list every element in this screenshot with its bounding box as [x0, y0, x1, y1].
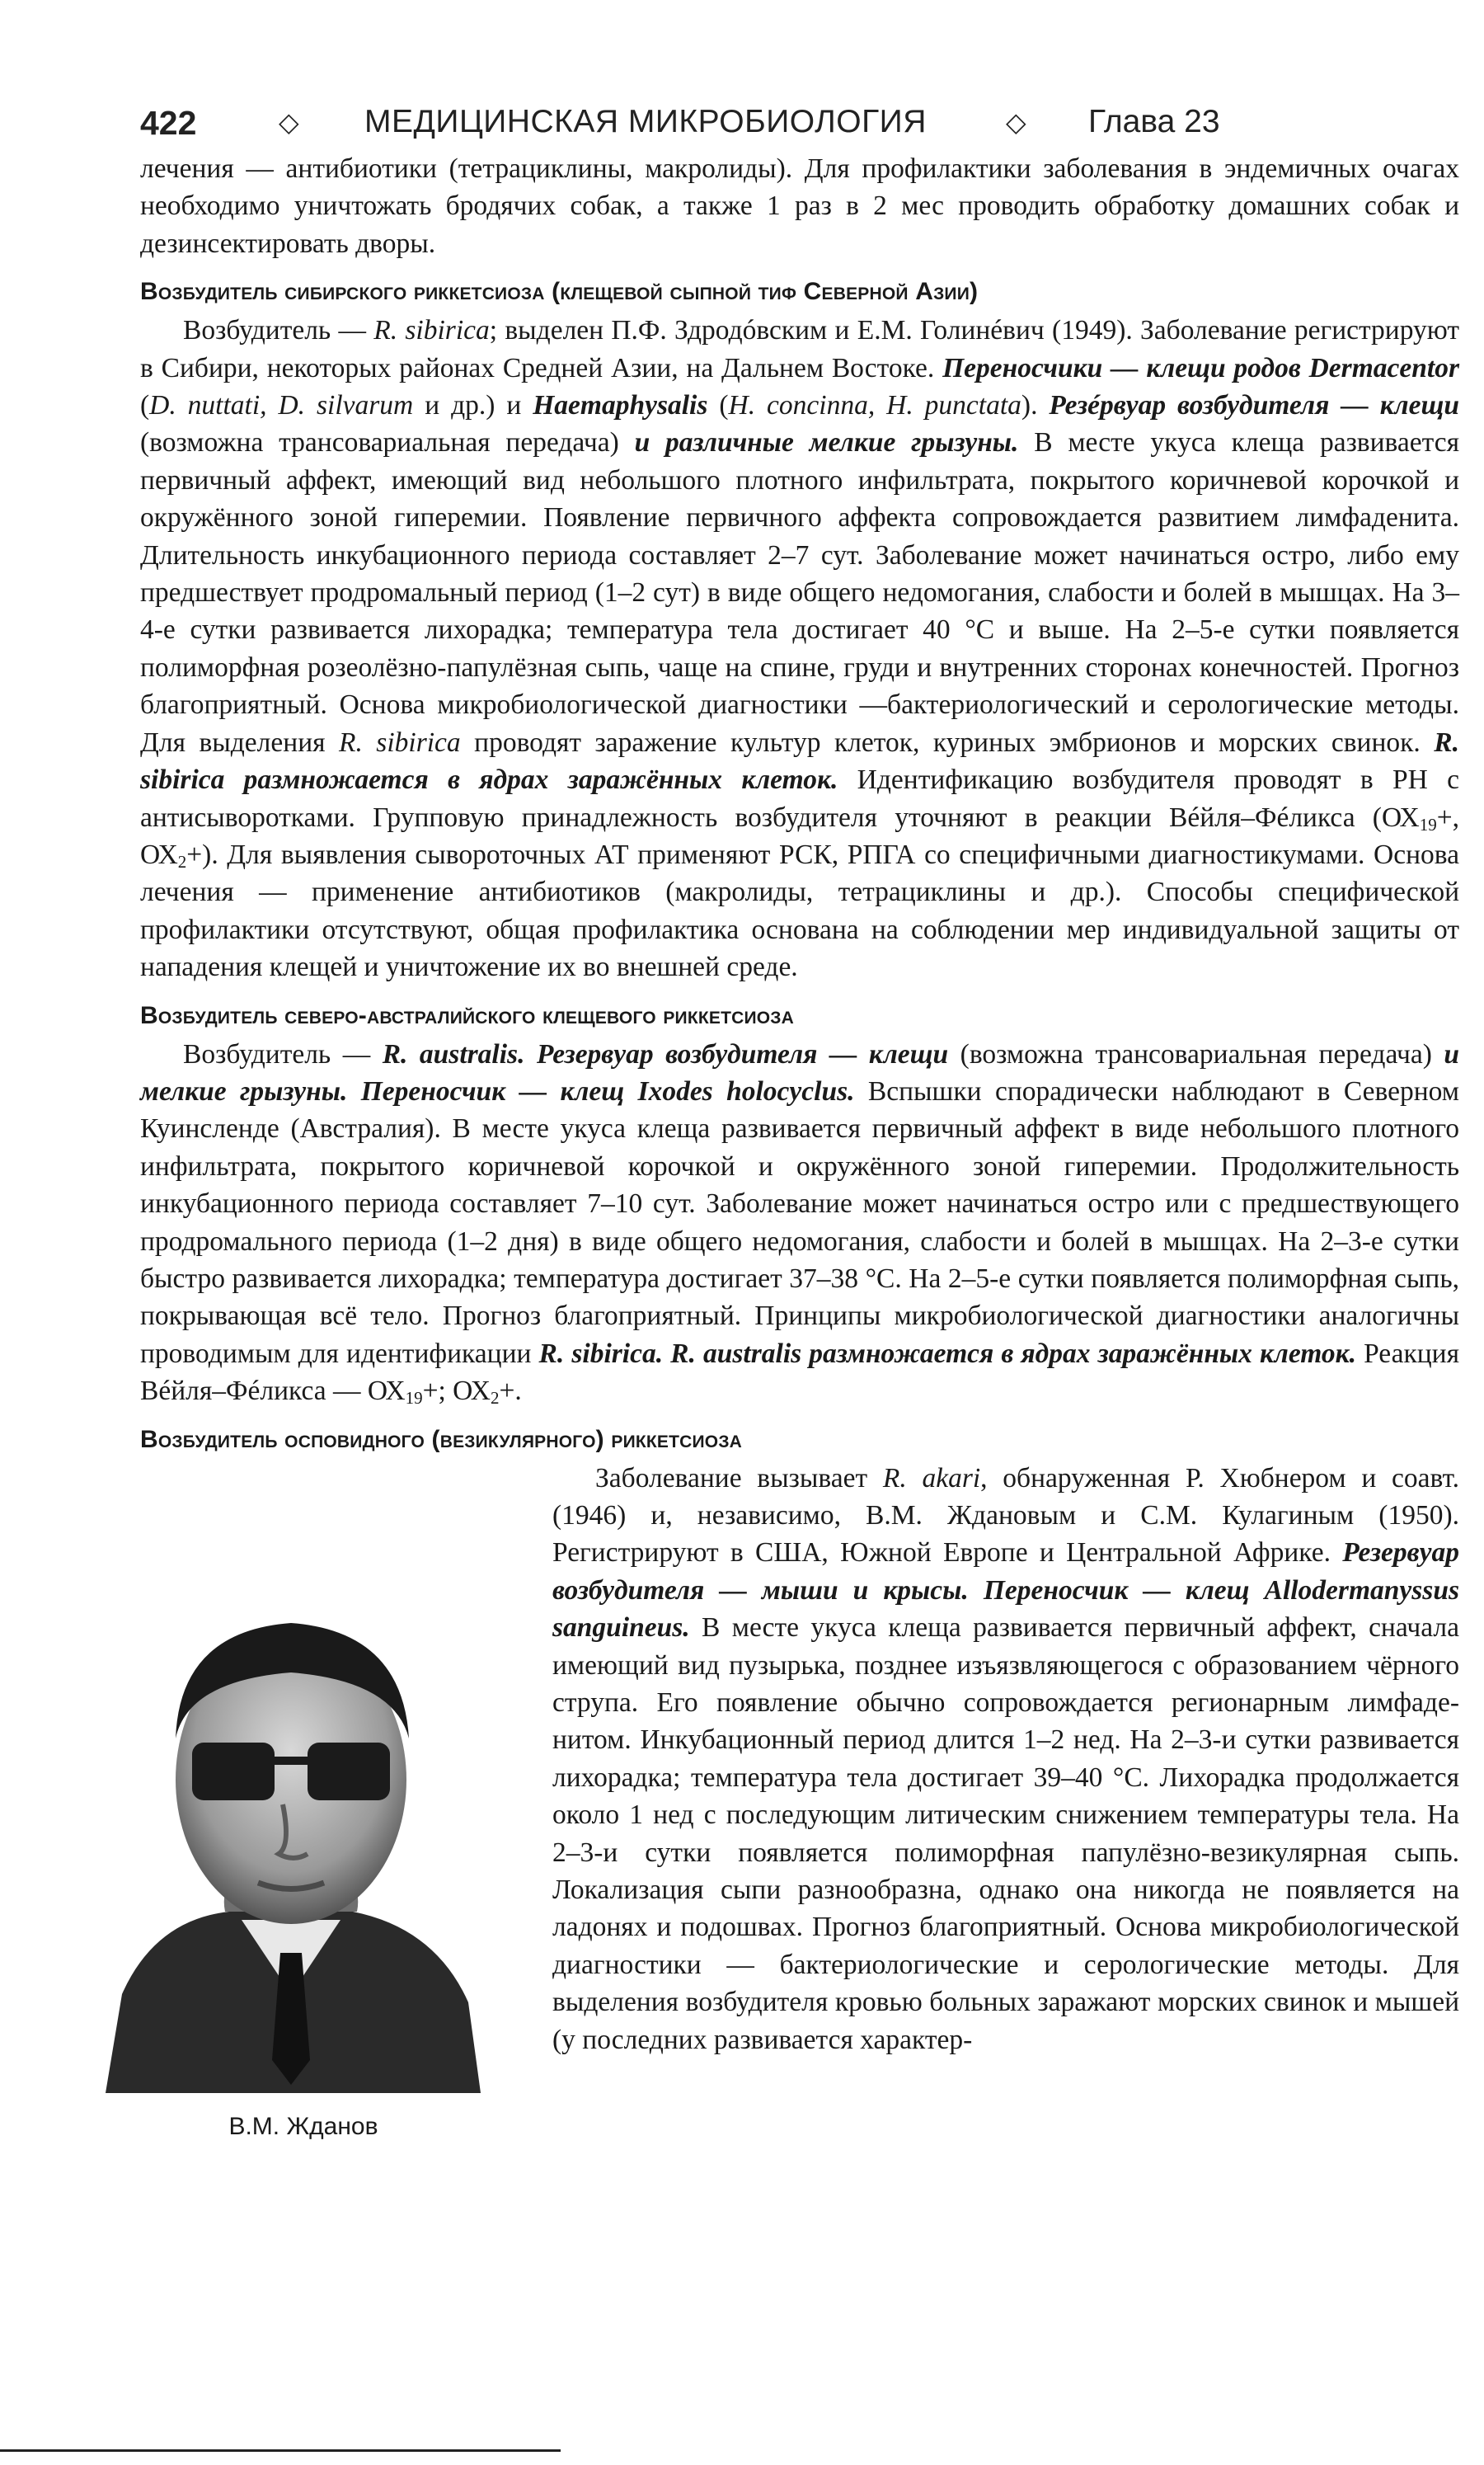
- section-body-australian: Возбудитель — R. australis. Резервуар возбудителя — клещи (возможна трансовариальная передача) и мелкие грызуны. Переносчик — клещ Ixodes holocyclus. Вспышки спорадически наблюдают в Северном Куинсленде (Австралия). В месте укуса клеща развивается первичный аффект в виде небольшого плотного инфильтрата, покрытого коричневой корочкой и окружённого зоной гиперемии. Продолжительность инкубационного периода составляет 7–10 сут. Заболевание может начинаться остро или с предшествующего продромального периода (1–2 дня) в виде общего недомогания, слабости и болей в мышцах. На 2–3-е сутки быстро развивается лихорадка; температура достигает 37–38 °С. На 2–5-е сутки появляется полиморфная сыпь, покрывающая всё тело. Прогноз благоприятный. Принципы микробиологической диагностики аналогичны проводимым для идентификации R. sibirica. R. australis размножается в ядрах заражённых клеток. Реакция Вéйля–Фéликса — $ОХ_{19}+$; $ОХ_2+$.: [140, 1038, 1460, 1409]
- rickettsialpox-block: [140, 1460, 1459, 2145]
- intro-paragraph: лечения — антибиотики (тетрациклины, макролиды). Для профилактики заболевания в эндемичных очагах необходимо уничтожать бродячих собак, а также 1 раз в 2 мес проводить обработку домашних собак и дезинсектировать дворы.: [140, 153, 1459, 259]
- book-title: МЕДИЦИНСКАЯ МИКРОБИОЛОГИЯ: [364, 104, 927, 139]
- portrait-image: [97, 1565, 485, 2093]
- glasses-left: [192, 1743, 275, 1800]
- section-heading-siberian: Возбудитель сибирского риккетсиоза (клещевой сыпной тиф Северной Азии): [140, 278, 979, 306]
- portrait-figure: [97, 1565, 501, 2145]
- diamond-icon: ◇: [1006, 107, 1026, 137]
- diamond-icon: ◇: [279, 107, 299, 137]
- footer-rule: [0, 2449, 561, 2452]
- running-header: [140, 97, 1459, 150]
- chapter-label: Глава 23: [1088, 104, 1220, 139]
- section-body-rickettsialpox: В.М. Жданов Заболевание вызывает R. akari, обнаруженная Р. Хюбнером и соавт. (1946) и, независимо, В.М. Ждановым и С.М. Кулагиным (1950). Регистрируют в США, Южной Европе и Центральной Африке. Резервуар возбудителя — мыши и крысы. Переносчик — клещ Allodermanyssus sanguineus. В месте укуса клеща развивается первичный аффект, сначала имеющий вид пузырька, позднее изъязвляющегося с образованием чёрного струпа. Его появление обычно сопровождается регионарным лимфаденитом. Инкубационный период длится 1–2 нед. На 2–3-и сутки развивается лихорадка; температура тела достигает 39–40 °С. Лихорадка продолжается около 1 нед с последующим литическим снижением температуры тела. На 2–3-и сутки появляется полиморфная папулёзно-везикулярная сыпь. Локализация сыпи разнообразна, однако она никогда не появляется на ладонях и подошвах. Прогноз благоприятный. Основа микробиологической диагностики — бактериологические и серологические методы. Для выделения возбудителя кровью больных заражают морских свинок и мышей (у последних развивается характер-: [140, 1460, 1459, 2059]
- page: [140, 97, 1459, 2145]
- rickettsialpox-wrap: [140, 1460, 1459, 2145]
- page-number: 422: [140, 104, 197, 142]
- section-heading-australian: Возбудитель северо-австралийского клещевого риккетсиоза: [140, 1001, 795, 1029]
- section-body-siberian: Возбудитель — R. sibirica; выделен П.Ф. Здродóвским и Е.М. Голинéвич (1949). Заболевание регистрируют в Сибири, некоторых районах Средней Азии, на Дальнем Востоке. Переносчики — клещи родов Dermacentor (D. nuttati, D. silvarum и др.) и Haemaphysalis (H. concinna, H. punctata). Резéрвуар возбудителя — клещи (возможна трансовариальная передача) и различные мелкие грызуны. В месте укуса клеща развивается первичный аффект, имеющий вид небольшого плотного инфильтрата, покрытого коричневой корочкой и окружённого зоной гиперемии. Появление первичного аффекта сопровождается развитием лимфаденита. Длительность инкубационного периода составляет 2–7 сут. Заболевание может начинаться остро, либо ему предшествует продромальный период (1–2 сут) в виде общего недомогания, слабости и болей в мышцах. На 3–4-е сутки развивается лихорадка; температура тела достигает 40 °С и выше. На 2–5-е сутки появляется полиморфная розеолёзно-папулёзная сыпь, чаще на спине, груди и внутренних сторонах конечностей. Прогноз благоприятный. Основа микробиологической диагностики —бактериологический и серологические методы. Для выделения R. sibirica проводят заражение культур клеток, куриных эмбрионов и морских свинок. R. sibirica размножается в ядрах заражённых клеток. Идентификацию возбудителя проводят в РН с антисыворотками. Групповую принадлежность возбудителя уточняют в реакции Вéйля–Фéликса ($ОХ_{19}+$, $ОХ_2+$). Для выявления сывороточных АТ применяют РСК, РПГА со специфичными диагностикумами. Основа лечения — применение антибиотиков (макролиды, тетрациклины и др.). Способы специфической профилактики отсутствуют, общая профилактика основана на соблюдении мер индивидуальной защиты от нападения клещей и уничтожение их во внешней среде.: [140, 315, 1460, 983]
- section-heading-rickettsialpox: Возбудитель осповидного (везикулярного) риккетсиоза: [140, 1425, 743, 1453]
- portrait-caption: В.М. Жданов: [228, 2112, 378, 2140]
- glasses-right: [308, 1743, 390, 1800]
